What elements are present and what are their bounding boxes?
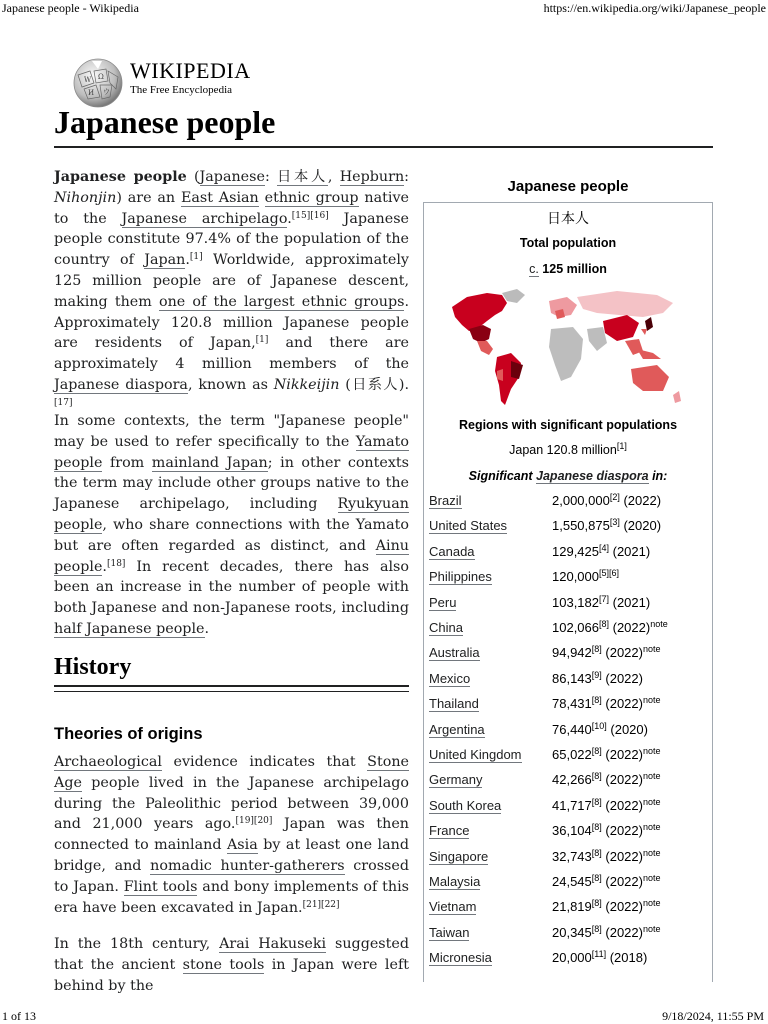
diaspora-population: 129,425 xyxy=(552,543,599,559)
diaspora-value xyxy=(552,493,661,508)
citation-ref[interactable]: [1] xyxy=(616,441,627,451)
infobox-caption: Japanese people xyxy=(507,178,629,195)
citation-ref[interactable]: [18] xyxy=(106,558,126,569)
citation-ref[interactable]: [8] xyxy=(591,644,602,655)
diaspora-value xyxy=(552,823,661,838)
citation-ref[interactable]: [8] xyxy=(591,847,602,858)
diaspora-population: 20,345 xyxy=(552,924,592,940)
title-divider xyxy=(54,146,713,148)
diaspora-year: (2022) xyxy=(601,899,643,915)
diaspora-year: (2022) xyxy=(601,797,643,813)
infobox-total-value: c. 125 million xyxy=(529,262,607,276)
diaspora-row xyxy=(429,569,709,589)
diaspora-row xyxy=(429,645,709,665)
diaspora-value xyxy=(552,595,650,610)
diaspora-country-link[interactable]: Malaysia xyxy=(429,874,481,889)
link-half-japanese[interactable]: half Japanese people xyxy=(54,620,205,637)
note-ref[interactable]: note xyxy=(642,822,661,833)
diaspora-row xyxy=(429,823,709,843)
link-arai-hakuseki[interactable]: Arai Hakuseki xyxy=(219,936,327,952)
diaspora-population: 42,266 xyxy=(552,772,592,788)
diaspora-year: (2022) xyxy=(601,823,643,839)
diaspora-population: 102,066 xyxy=(552,620,599,635)
origins-paragraph-2: In the 18th century, Arai Hakuseki suggested that the ancient stone tools in Japan were left behind by the xyxy=(54,936,409,994)
diaspora-row xyxy=(429,849,709,869)
diaspora-population: 120,000 xyxy=(552,569,599,585)
diaspora-country-link[interactable]: Taiwan xyxy=(429,924,470,940)
link-stone-age[interactable]: Stone Age xyxy=(54,754,409,791)
diaspora-population: 36,104 xyxy=(552,823,592,839)
diaspora-country-link[interactable]: Australia xyxy=(429,645,480,661)
citation-ref[interactable]: [15][16] xyxy=(291,210,329,221)
link-mainland-japan[interactable]: mainland Japan xyxy=(151,454,268,471)
svg-text:ウ: ウ xyxy=(103,88,110,96)
citation-ref[interactable]: [1] xyxy=(255,335,269,346)
diaspora-value xyxy=(552,671,643,686)
link-yamato-people[interactable]: Yamato people xyxy=(54,433,409,471)
diaspora-year: (2022) xyxy=(601,874,643,889)
citation-ref[interactable]: [5][6] xyxy=(599,568,620,579)
diaspora-country-link[interactable]: Micronesia xyxy=(429,950,492,966)
print-datetime: 9/18/2024, 11:55 PM xyxy=(662,1009,764,1023)
citation-ref[interactable]: [9] xyxy=(591,669,602,680)
native-name-link[interactable]: 日本人 xyxy=(277,169,328,185)
diaspora-year: (2022) xyxy=(601,696,643,712)
diaspora-year: (2021) xyxy=(609,594,651,610)
diaspora-row xyxy=(429,544,709,564)
link-japanese-diaspora-infobox[interactable]: Japanese diaspora xyxy=(536,469,649,483)
diaspora-row xyxy=(429,671,709,691)
diaspora-world-map[interactable] xyxy=(447,285,687,410)
diaspora-population: 1,550,875 xyxy=(552,518,610,534)
diaspora-population: 20,000 xyxy=(552,950,592,966)
citation-ref[interactable]: [21][22] xyxy=(302,899,340,910)
link-japan[interactable]: Japan xyxy=(144,252,186,269)
wordmark-tagline: The Free Encyclopedia xyxy=(130,84,233,96)
svg-text:Ω: Ω xyxy=(98,73,104,81)
link-stone-tools[interactable]: stone tools xyxy=(182,956,265,973)
svg-text:W: W xyxy=(84,76,92,84)
page-title: Japanese people xyxy=(54,104,276,140)
diaspora-value xyxy=(552,544,650,559)
diaspora-population: 41,717 xyxy=(552,797,592,813)
diaspora-value xyxy=(552,696,661,711)
diaspora-country-link[interactable]: South Korea xyxy=(429,797,502,813)
diaspora-row xyxy=(429,493,709,513)
diaspora-row xyxy=(429,772,709,792)
infobox-diaspora-label: Significant Japanese diaspora in: xyxy=(468,469,668,483)
diaspora-country-link[interactable]: Vietnam xyxy=(429,899,477,915)
lead-paragraph-2: In some contexts, the term "Japanese people" may be used to refer specifically to the Yamato people from mainland Japan; in other contexts the term may include other groups native to the Japanese archipelago, including Ryukyuan people, who share connections with the Yamato but are often regarded as distinct, and Ainu people.[18] In recent decades, there has also been an increase in the number of people with both Japanese and non-Japanese roots, including half Japanese people. xyxy=(54,413,409,637)
citation-ref[interactable]: [8] xyxy=(591,873,602,883)
diaspora-country-link[interactable]: Argentina xyxy=(429,721,485,737)
diaspora-population: 76,440 xyxy=(552,721,592,737)
note-ref[interactable]: note xyxy=(642,796,661,807)
citation-ref[interactable]: [8] xyxy=(599,619,610,629)
diaspora-year: (2022) xyxy=(601,772,643,788)
citation-ref[interactable]: [7] xyxy=(599,593,610,604)
link-ethnic-group[interactable]: ethnic group xyxy=(264,189,359,206)
diaspora-population: 78,431 xyxy=(552,696,592,712)
diaspora-row xyxy=(429,696,709,716)
diaspora-country-link[interactable]: Mexico xyxy=(429,670,471,686)
citation-ref[interactable]: [8] xyxy=(591,898,602,909)
history-divider-thin xyxy=(54,691,409,692)
infobox-total-label: Total population xyxy=(519,236,617,250)
citation-ref[interactable]: [1] xyxy=(189,252,203,263)
diaspora-year: (2022) xyxy=(619,493,662,508)
diaspora-row xyxy=(429,798,709,818)
diaspora-value xyxy=(552,798,661,813)
print-page-url: https://en.wikipedia.org/wiki/Japanese_people xyxy=(543,1,766,15)
diaspora-year: (2022) xyxy=(601,670,643,686)
diaspora-population: 103,182 xyxy=(552,594,599,610)
diaspora-population: 21,819 xyxy=(552,899,592,915)
diaspora-country-link[interactable]: Peru xyxy=(429,594,457,610)
citation-ref[interactable]: [2] xyxy=(609,492,620,502)
diaspora-row xyxy=(429,925,709,945)
citation-ref[interactable]: [8] xyxy=(591,746,602,756)
infobox-regions-label: Regions with significant populations xyxy=(458,418,678,432)
diaspora-year: (2022) xyxy=(601,645,643,661)
diaspora-country-link[interactable]: United Kingdom xyxy=(429,747,522,762)
citation-ref[interactable]: [10] xyxy=(591,720,607,731)
link-japanese-language[interactable]: Japanese xyxy=(199,169,265,185)
note-ref[interactable]: note xyxy=(642,746,661,756)
diaspora-value xyxy=(552,899,661,914)
diaspora-value xyxy=(552,645,661,660)
link-japanese-diaspora[interactable]: Japanese diaspora xyxy=(54,376,188,393)
svg-text:И: И xyxy=(88,89,95,97)
diaspora-value xyxy=(552,569,619,584)
diaspora-value xyxy=(552,518,661,533)
diaspora-year: (2020) xyxy=(619,518,662,534)
citation-ref[interactable]: [8] xyxy=(591,695,602,706)
diaspora-row xyxy=(429,747,709,767)
diaspora-country-link[interactable]: Germany xyxy=(429,772,483,788)
link-east-asian[interactable]: East Asian xyxy=(180,189,259,206)
diaspora-population: 65,022 xyxy=(552,747,592,762)
diaspora-population: 2,000,000 xyxy=(552,493,610,508)
infobox-japan-population: Japan 120.8 million[1] xyxy=(509,441,627,457)
diaspora-year: (2021) xyxy=(609,543,651,559)
print-page-title: Japanese people - Wikipedia xyxy=(2,1,139,15)
diaspora-row xyxy=(429,722,709,742)
diaspora-value xyxy=(552,747,661,762)
note-ref[interactable]: note xyxy=(642,644,661,655)
citation-ref[interactable]: [3] xyxy=(609,517,620,528)
note-ref[interactable]: note xyxy=(642,873,661,883)
citation-ref[interactable]: [8] xyxy=(591,822,602,833)
link-ryukyuan-people[interactable]: Ryukyuan people xyxy=(54,496,409,533)
note-ref[interactable]: note xyxy=(642,771,661,782)
diaspora-year: (2022) xyxy=(601,848,643,864)
diaspora-population: 32,743 xyxy=(552,848,592,864)
diaspora-country-link[interactable]: Brazil xyxy=(429,493,462,508)
link-hepburn[interactable]: Hepburn xyxy=(339,169,405,185)
diaspora-row xyxy=(429,950,709,970)
citation-ref[interactable]: [4] xyxy=(599,542,610,553)
diaspora-year: (2018) xyxy=(606,950,648,966)
print-page-number: 1 of 13 xyxy=(2,1009,36,1023)
note-ref[interactable]: note xyxy=(642,923,661,934)
diaspora-year: (2022) xyxy=(601,747,643,762)
note-ref[interactable]: note xyxy=(642,898,661,909)
note-ref[interactable]: note xyxy=(650,619,668,629)
diaspora-value xyxy=(552,849,661,864)
diaspora-year: (2022) xyxy=(601,924,643,940)
diaspora-country-link[interactable]: Thailand xyxy=(429,696,479,712)
infobox-native-name: 日本人 xyxy=(547,210,589,226)
link-japanese-archipelago[interactable]: Japanese archipelago xyxy=(121,210,288,227)
diaspora-population: 24,545 xyxy=(552,874,592,889)
diaspora-row xyxy=(429,620,709,640)
circa-link[interactable]: c. xyxy=(529,262,539,276)
diaspora-value xyxy=(552,722,648,737)
diaspora-row xyxy=(429,518,709,538)
diaspora-year: (2022) xyxy=(609,620,651,635)
citation-ref[interactable]: [8] xyxy=(591,771,602,782)
romanized-name: Nihonjin xyxy=(54,189,117,206)
diaspora-value xyxy=(552,874,661,889)
diaspora-country-link[interactable]: Singapore xyxy=(429,848,489,864)
wikipedia-globe-icon[interactable] xyxy=(72,57,124,109)
origins-paragraph-1: Archaeological evidence indicates that Stone Age people lived in the Japanese archipelago during the Paleolithic period between 39,000 and 21,000 years ago.[19][20] Japan was then connected to mainland Asia by at least one land bridge, and nomadic hunter-gatherers crossed to Japan. Flint tools and bony implements of this era have been excavated in Japan.[21][22] xyxy=(54,754,410,916)
citation-ref[interactable]: [17] xyxy=(54,397,73,408)
link-largest-ethnic-groups[interactable]: one of the largest ethnic groups xyxy=(158,293,405,310)
citation-ref[interactable]: [11] xyxy=(591,949,607,960)
diaspora-row xyxy=(429,595,709,615)
diaspora-population: 94,942 xyxy=(552,645,592,661)
history-heading: History xyxy=(54,654,132,680)
diaspora-country-link[interactable]: Canada xyxy=(429,543,475,559)
citation-ref[interactable]: [19][20] xyxy=(235,816,273,827)
diaspora-country-link[interactable]: France xyxy=(429,823,470,839)
diaspora-value xyxy=(552,950,647,965)
lead-bold-term: Japanese people xyxy=(54,169,187,185)
diaspora-country-link[interactable]: United States xyxy=(429,518,508,534)
diaspora-year: (2020) xyxy=(606,721,648,737)
diaspora-population: 86,143 xyxy=(552,670,592,686)
citation-ref[interactable]: [8] xyxy=(591,796,602,807)
link-flint-tools[interactable]: Flint tools xyxy=(123,878,198,895)
note-ref[interactable]: note xyxy=(642,847,661,858)
diaspora-value xyxy=(552,772,661,787)
link-ainu-people[interactable]: Ainu people xyxy=(54,537,409,575)
wikipedia-wordmark[interactable] xyxy=(130,58,251,96)
diaspora-country-link[interactable]: Philippines xyxy=(429,569,492,585)
lead-paragraph-1: Japanese people (Japanese: 日本人, Hepburn: Nihonjin) are an East Asian ethnic group native to the Japanese archipelago.[15][16] Japanese people constitute 97.4% of the population of the country of Japan.[1] Worldwide, approximately 125 million people are of Japanese descent, making them one of the largest ethnic groups. Approximately 120.8 million Japanese people are residents of Japan,[1] and there are approximately 4 million members of the Japanese diaspora, known as Nikkeijin (日系人).[17] xyxy=(54,169,410,408)
note-ref[interactable]: note xyxy=(642,695,661,706)
link-archaeological[interactable]: Archaeological xyxy=(54,754,162,770)
link-nomadic-hunter-gatherers[interactable]: nomadic hunter-gatherers xyxy=(150,857,345,874)
origins-subheading: Theories of origins xyxy=(54,725,203,743)
history-divider xyxy=(54,685,409,687)
wordmark-text: WIKIPEDIA xyxy=(130,58,251,83)
diaspora-row xyxy=(429,899,709,919)
citation-ref[interactable]: [8] xyxy=(591,923,602,934)
diaspora-country-link[interactable]: China xyxy=(429,620,463,635)
link-asia[interactable]: Asia xyxy=(226,837,258,854)
nikkeijin-term: Nikkeijin xyxy=(273,376,340,393)
diaspora-value xyxy=(552,925,661,940)
diaspora-row xyxy=(429,874,709,894)
diaspora-value xyxy=(552,620,668,635)
